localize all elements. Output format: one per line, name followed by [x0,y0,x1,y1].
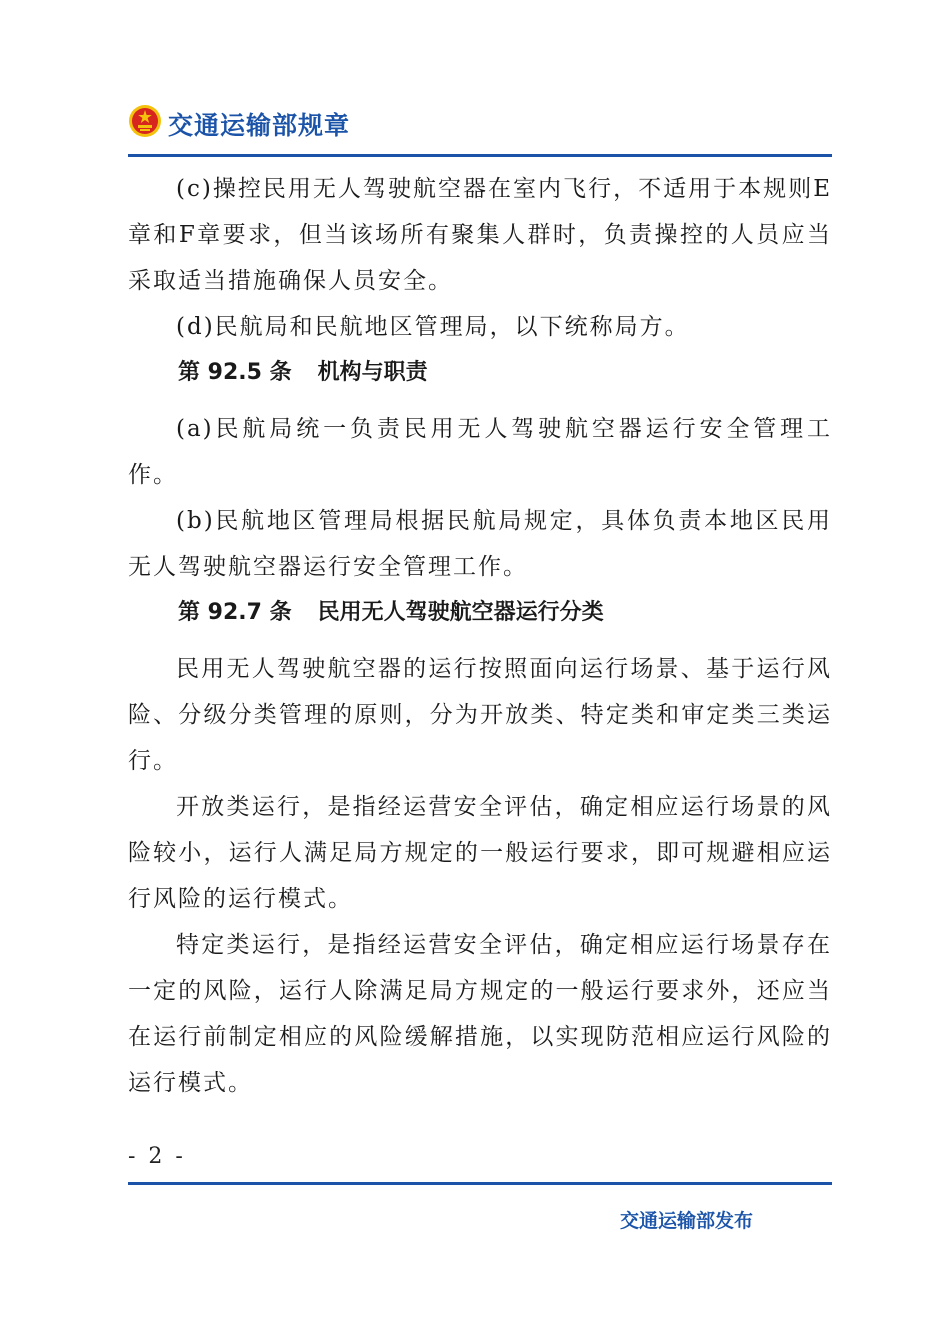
national-emblem-icon [128,104,162,138]
footer-divider [128,1182,832,1185]
article-heading-92-5 [128,350,832,396]
footer-publisher: 交通运输部发布 [620,1210,754,1232]
paragraph-b: (b)民航地区管理局根据民航局规定，具体负责本地区民用无人驾驶航空器运行安全管理工作。 [128,508,832,580]
paragraph-specific-category: 特定类运行，是指经运营安全评估，确定相应运行场景存在一定的风险，运行人除满足局方规定的一般运行要求外，还应当在运行前制定相应的风险缓解措施，以实现防范相应运行风险的运行模式。 [128,932,832,1096]
paragraph-d: (d)民航局和民航地区管理局，以下统称局方。 [176,314,690,340]
page-header [128,96,832,154]
header-title: 交通运输部规章 [168,111,351,140]
page-number: - 2 - [128,1144,186,1169]
paragraph-classification: 民用无人驾驶航空器的运行按照面向运行场景、基于运行风险、分级分类管理的原则，分为开放类、特定类和审定类三类运行。 [128,656,832,774]
paragraph-open-category: 开放类运行，是指经运营安全评估，确定相应运行场景的风险较小，运行人满足局方规定的一般运行要求，即可规避相应运行风险的运行模式。 [128,794,832,912]
header-divider [128,154,832,157]
article-title: 民用无人驾驶航空器运行分类 [317,600,604,625]
article-title: 机构与职责 [317,360,428,385]
article-number: 第 92.5 条 [178,360,292,385]
paragraph-c: (c)操控民用无人驾驶航空器在室内飞行，不适用于本规则E章和F章要求，但当该场所有聚集人群时，负责操控的人员应当采取适当措施确保人员安全。 [128,176,832,294]
document-body [128,166,832,1106]
article-heading-92-7 [128,590,832,636]
paragraph-a: (a)民航局统一负责民用无人驾驶航空器运行安全管理工作。 [128,416,832,488]
article-number: 第 92.7 条 [178,600,292,625]
